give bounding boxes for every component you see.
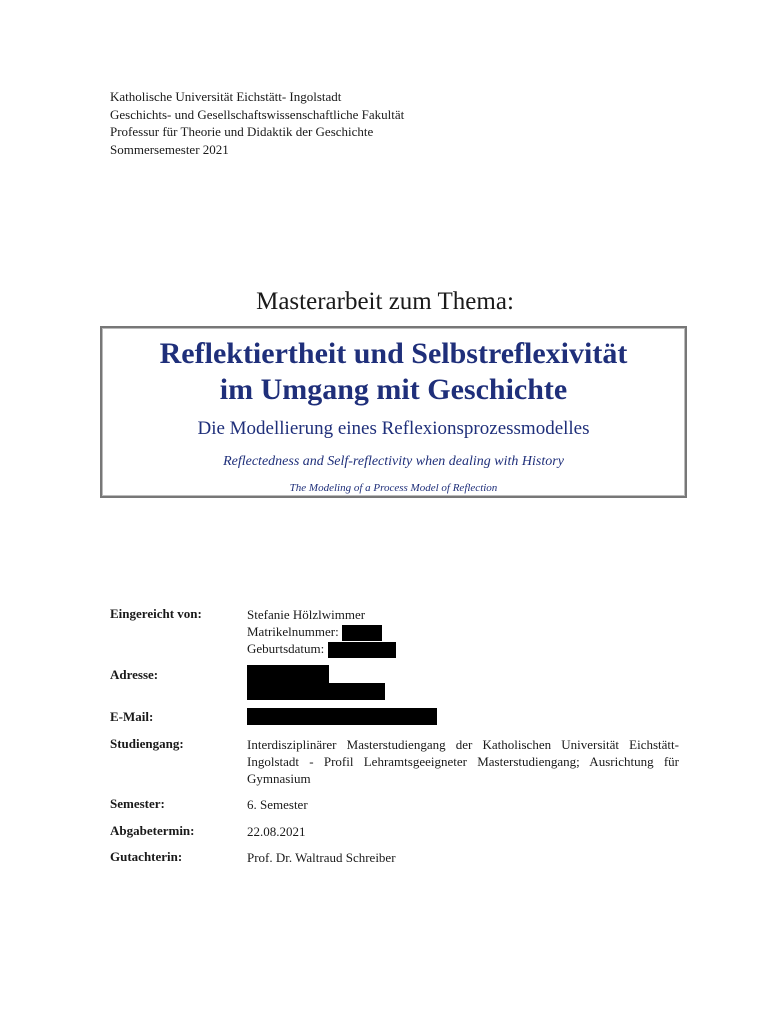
english-title: Reflectedness and Self-reflectivity when dealing with History bbox=[223, 454, 564, 469]
program-value: Interdisziplinärer Masterstudiengang der Katholischen Universität Eichstätt-Ingolstadt - Profil Lehramtsgeeigneter Masterstudiengang; Ausrichtung für Gymnasium bbox=[247, 737, 679, 786]
address-redaction-line-1 bbox=[247, 665, 329, 683]
deadline-label: Abgabetermin: bbox=[110, 823, 195, 838]
title-line-2: im Umgang mit Geschichte bbox=[219, 373, 568, 406]
birthdate-redaction bbox=[328, 642, 396, 658]
email-label: E-Mail: bbox=[110, 709, 154, 724]
deadline-value: 22.08.2021 bbox=[247, 824, 306, 839]
title-line-1: Reflektiertheit und Selbstreflexivität bbox=[159, 337, 628, 370]
reviewer-label: Gutachterin: bbox=[110, 849, 183, 864]
matrikel-redaction bbox=[342, 625, 382, 641]
semester-term: Sommersemester 2021 bbox=[110, 141, 229, 157]
institution-header bbox=[110, 88, 404, 158]
matrikel-row bbox=[247, 623, 382, 641]
author-name: Stefanie Hölzlwimmer bbox=[247, 607, 366, 622]
title-box bbox=[100, 326, 687, 498]
semester-value: 6. Semester bbox=[247, 797, 308, 812]
reviewer-value: Prof. Dr. Waltraud Schreiber bbox=[247, 850, 396, 865]
matrikel-label: Matrikelnummer: bbox=[247, 624, 339, 639]
address-label: Adresse: bbox=[110, 667, 159, 682]
faculty-name: Geschichts- und Gesellschaftswissenschaftliche Fakultät bbox=[110, 106, 405, 122]
birthdate-row bbox=[247, 640, 396, 658]
address-redaction-line-2 bbox=[247, 683, 385, 700]
chair-name: Professur für Theorie und Didaktik der Geschichte bbox=[110, 124, 374, 139]
program-label: Studiengang: bbox=[110, 736, 184, 751]
subtitle: Die Modellierung eines Reflexionsprozessmodelles bbox=[197, 418, 590, 439]
email-redaction bbox=[247, 708, 437, 725]
university-name: Katholische Universität Eichstätt- Ingolstadt bbox=[110, 89, 342, 104]
thesis-label: Masterarbeit zum Thema: bbox=[256, 288, 514, 315]
submitted-by-label: Eingereicht von: bbox=[110, 606, 202, 621]
english-subtitle: The Modeling of a Process Model of Reflection bbox=[289, 482, 498, 494]
semester-label: Semester: bbox=[110, 796, 165, 811]
birthdate-label: Geburtsdatum: bbox=[247, 641, 325, 656]
